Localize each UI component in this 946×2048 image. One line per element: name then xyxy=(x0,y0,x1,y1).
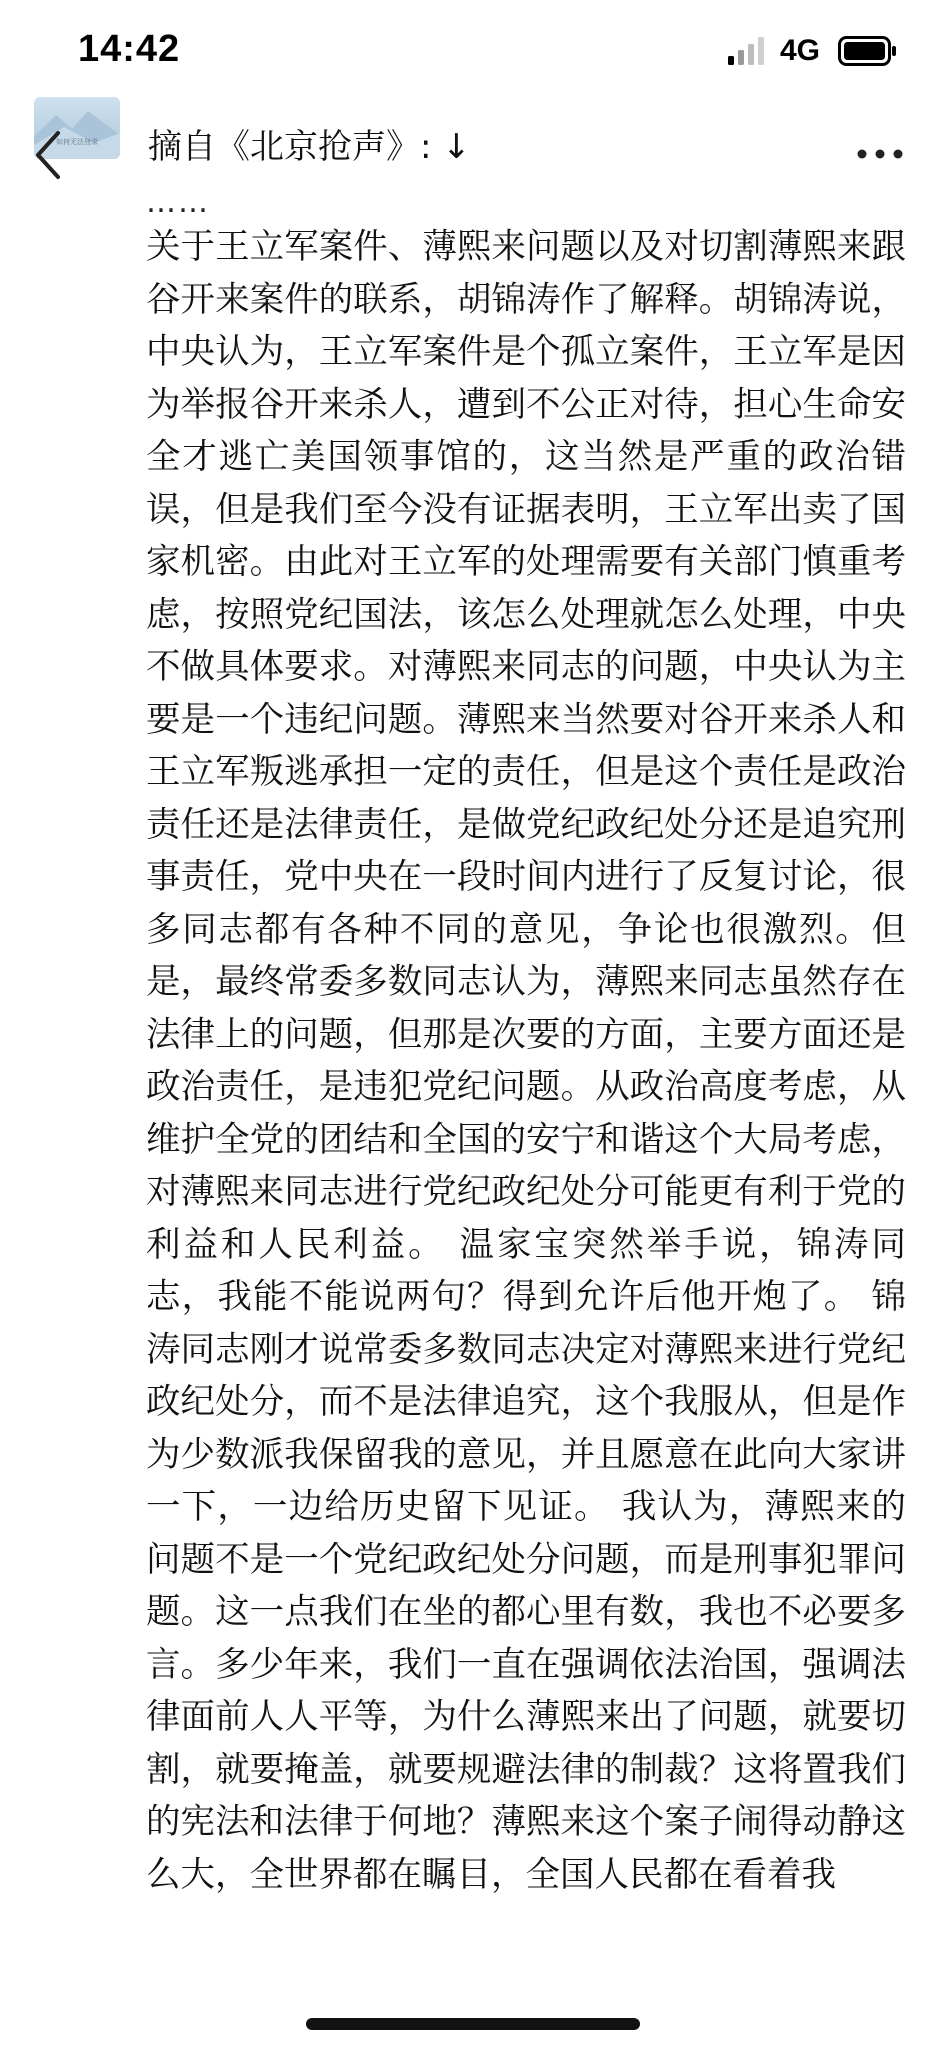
article-body xyxy=(146,185,906,1901)
more-options-icon[interactable] xyxy=(856,147,904,161)
home-indicator[interactable] xyxy=(306,2018,640,2030)
back-arrow-icon[interactable] xyxy=(30,125,66,185)
cellular-signal-icon xyxy=(728,36,766,66)
omission-ellipsis: …… xyxy=(146,185,210,220)
battery-icon xyxy=(838,36,898,66)
network-type-label: 4G xyxy=(780,34,821,67)
article-title: 摘自《北京抢声》: ↓ xyxy=(148,127,471,167)
status-bar xyxy=(0,0,946,100)
avatar-caption: 如何无法登录 xyxy=(56,138,98,146)
status-time: 14:42 xyxy=(78,28,181,70)
article-paragraph: 关于王立军案件、薄熙来问题以及对切割薄熙来跟谷开来案件的联系，胡锦涛作了解释。胡锦涛说，中央认为，王立军案件是个孤立案件，王立军是因为举报谷开来杀人，遭到不公正对待，担心生命安全才逃亡美国领事馆的，这当然是严重的政治错误，但是我们至今没有证据表明，王立军出卖了国家机密。由此对王立军的处理需要有关部门慎重考虑，按照党纪国法，该怎么处理就怎么处理，中央不做具体要求。对薄熙来同志的问题，中央认为主要是一个违纪问题。薄熙来当然要对谷开来杀人和王立军叛逃承担一定的责任，但是这个责任是政治责任还是法律责任，是做党纪政纪处分还是追究刑事责任，党中央在一段时间内进行了反复讨论，很多同志都有各种不同的意见，争论也很激烈。但是，最终常委多数同志认为，薄熙来同志虽然存在法律上的问题，但那是次要的方面，主要方面还是政治责任，是违犯党纪问题。从政治高度考虑，从维护全党的团结和全国的安宁和谐这个大局考虑，对薄熙来同志进行党纪政纪处分可能更有利于党的利益和人民利益。 温家宝突然举手说，锦涛同志，我能不能说两句？得到允许后他开炮了。 锦涛同志刚才说常委多数同志决定对薄熙来进行党纪政纪处分，而不是法律追究，这个我服从，但是作为少数派我保留我的意见，并且愿意在此向大家讲一下，一边给历史留下见证。 我认为，薄熙来的问题不是一个党纪政纪处分问题，而是刑事犯罪问题。这一点我们在坐的都心里有数，我也不必要多言。多少年来，我们一直在强调依法治国，强调法律面前人人平等，为什么薄熙来出了问题，就要切割，就要掩盖，就要规避法律的制裁？这将置我们的宪法和法律于何地？薄熙来这个案子闹得动静这么大，全世界都在瞩目，全国人民都在看着我 xyxy=(146,227,906,1895)
